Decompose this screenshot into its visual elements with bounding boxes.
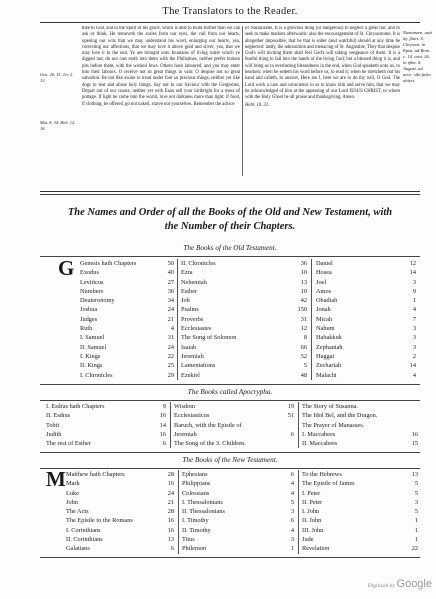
new-testament-rule (40, 468, 420, 469)
book-entry (316, 361, 416, 370)
book-name: Luke (66, 489, 79, 497)
chapter-count: 4 (412, 371, 416, 379)
book-name: II. John (302, 517, 322, 525)
book-name: Hosea (316, 269, 332, 277)
new-testament-rule-top (40, 452, 420, 453)
list-divider (177, 259, 178, 380)
chapter-count: 3 (412, 325, 416, 333)
book-name: Jeremiah (174, 430, 197, 438)
book-name: I. Peter (302, 489, 321, 497)
watermark-brand: Google (396, 578, 432, 590)
preface-citation: Hebr. 10. 31. (245, 102, 270, 108)
book-name: Judges (80, 315, 98, 323)
chapter-count: 34 (167, 297, 174, 305)
book-name: Tobit (46, 421, 60, 429)
book-name: Judith (46, 430, 62, 438)
book-name: Joshua (80, 306, 98, 314)
book-name: Colossians (182, 489, 210, 497)
book-name: Titus (182, 536, 195, 544)
new-testament-rule-bottom (40, 557, 420, 558)
book-name: Wisdom (174, 403, 196, 410)
chapter-count: 24 (167, 306, 174, 314)
book-name: Isaiah (181, 343, 197, 351)
book-entry (181, 305, 307, 314)
book-entry (66, 544, 174, 553)
chapter-count: 16 (167, 526, 174, 534)
book-entry (302, 535, 418, 544)
book-name: Ezra (181, 269, 193, 277)
book-name: Jude (302, 536, 314, 544)
book-entry (66, 507, 174, 516)
chapter-count: 27 (167, 278, 174, 286)
chapter-count: 6 (162, 440, 166, 448)
preface-right-text: of Nazianzene, It is a grievous thing (or dangerous) to neglect a great fair, and to seek to make markets afterwards: also the encouragement of St. Chrysostome, It is altogether impossible, that he that is sober (and watchful) should at any time be neglected: lastly, the admonition and menacing of St. Augustine, They that despise God's will inviting them shall feel God's will taking vengeance of them. It is a fearful thing to fall into the hands of the living God; but a blessed thing it is, and will bring us to everlasting blessedness in the end, when God speaketh unto us, to hearken; when he setteth his word before us, to read it; when he stretcheth out his hand and calleth, to answer, Here am I, here we are to do thy will, O God. The Lord work a care and conscience in us to know him and serve him, that we may be acknowledged of him at the appearing of our Lord JESUS CHRIST, to whom with the Holy Ghost be all praise and thanksgiving. Amen. (245, 26, 400, 101)
book-name: II. Esdras (46, 412, 71, 420)
chapter-count: 51 (287, 412, 294, 420)
book-name: I. Chronicles (80, 371, 113, 379)
header-rule (40, 22, 420, 23)
book-entry (182, 470, 294, 479)
book-name: Job (181, 297, 190, 305)
book-name: Revelation (302, 545, 330, 553)
drop-cap-m: M (46, 467, 66, 491)
book-name: II. Corinthians (66, 536, 103, 544)
chapter-count: 29 (167, 371, 174, 379)
book-entry (80, 268, 174, 277)
chapter-count: 8 (303, 334, 307, 342)
book-entry (181, 343, 307, 352)
book-entry (302, 516, 418, 525)
book-entry (66, 498, 174, 507)
apocrypha-column-2 (174, 402, 294, 448)
chapter-count: 28 (167, 471, 174, 478)
book-entry (182, 535, 294, 544)
chapter-count: 3 (412, 334, 416, 342)
chapter-count: 3 (290, 508, 294, 516)
book-entry (182, 479, 294, 488)
book-entry (302, 421, 418, 430)
list-divider (298, 470, 299, 554)
chapter-count: 19 (287, 403, 294, 410)
book-entry (80, 296, 174, 305)
chapter-count: 22 (411, 545, 418, 553)
book-entry (46, 411, 166, 420)
chapter-count: 21 (167, 315, 174, 323)
book-name: The Song of Solomon (181, 334, 237, 342)
chapter-count: 66 (300, 343, 307, 351)
book-entry (181, 352, 307, 361)
book-entry (181, 278, 307, 287)
book-name: Haggai (316, 352, 335, 360)
book-name: Philemon (182, 545, 207, 553)
book-name: I. Timothy (182, 517, 209, 525)
book-name: Deuteronomy (80, 297, 115, 305)
book-name: Ezekiel (181, 371, 200, 379)
book-entry (302, 489, 418, 498)
book-entry (66, 470, 174, 479)
chapter-count: 16 (167, 480, 174, 488)
chapter-count: 31 (300, 315, 307, 323)
book-name: Lamentations (181, 362, 216, 370)
chapter-count: 6 (290, 471, 294, 478)
book-name: Amos (316, 287, 332, 295)
book-entry (316, 268, 416, 277)
book-name: Micah (316, 315, 333, 323)
book-entry (80, 324, 174, 333)
chapter-count: 1 (412, 297, 416, 305)
book-entry (316, 259, 416, 268)
old-testament-heading: The Books of the Old Testament. (183, 244, 277, 252)
chapter-count: 6 (290, 517, 294, 525)
chapter-count (409, 421, 418, 430)
book-name: John (66, 498, 78, 506)
book-entry (316, 371, 416, 380)
chapter-count: 1 (414, 536, 418, 544)
chapter-count: 16 (167, 517, 174, 525)
book-entry (302, 470, 418, 479)
book-entry (302, 430, 418, 439)
book-name: Psalms (181, 306, 199, 314)
book-name: Ephesians (182, 471, 208, 478)
book-name: Jeremiah (181, 352, 204, 360)
book-name: The Acts (66, 508, 89, 516)
chapter-count: 21 (167, 498, 174, 506)
book-entry (174, 411, 294, 420)
chapter-count: 6 (290, 430, 294, 438)
book-entry (174, 402, 294, 411)
book-entry (302, 498, 418, 507)
book-entry (302, 544, 418, 553)
book-entry (181, 259, 307, 268)
list-divider (170, 402, 171, 448)
book-entry (316, 315, 416, 324)
chapter-count: 3 (412, 343, 416, 351)
book-name: Exodus (80, 269, 99, 277)
chapter-count: 24 (167, 343, 174, 351)
old-testament-column-2 (181, 259, 307, 380)
old-testament-rule (40, 256, 420, 257)
book-name: Esther (181, 287, 198, 295)
apocrypha-heading: The Books called Apocrypha. (187, 388, 273, 396)
chapter-count: 15 (411, 440, 418, 448)
chapter-count: 4 (290, 480, 294, 488)
chapter-count: 16 (159, 430, 166, 438)
chapter-count: 4 (412, 306, 416, 314)
book-entry (316, 305, 416, 314)
chapter-count: 13 (167, 536, 174, 544)
book-name: Baruch, with the Epistle of (174, 421, 242, 429)
chapter-count: 22 (167, 352, 174, 360)
apocrypha-rule (40, 400, 420, 401)
book-name: I. Samuel (80, 334, 105, 342)
chapter-count: 50 (167, 260, 174, 267)
book-entry (80, 315, 174, 324)
book-name: Matthew hath Chapters (66, 471, 125, 478)
book-name: Leviticus (80, 278, 104, 286)
column-divider (242, 26, 243, 176)
book-name: The Epistle to the Romans (66, 517, 133, 525)
book-name: Joel (316, 278, 327, 286)
new-testament-column-3 (302, 470, 418, 554)
chapter-count: 7 (412, 315, 416, 323)
book-name: II. Samuel (80, 343, 107, 351)
book-entry (182, 544, 294, 553)
book-name: Genesis hath Chapters (80, 260, 137, 267)
book-name: Ecclesiastes (181, 325, 212, 333)
book-entry (181, 315, 307, 324)
book-entry (316, 352, 416, 361)
book-name: Malachi (316, 371, 337, 379)
book-name: Zechariah (316, 362, 342, 370)
chapter-count: 5 (414, 480, 418, 488)
book-entry (302, 411, 418, 420)
chapter-count: 48 (300, 371, 307, 379)
preface-column-right (245, 26, 400, 186)
book-name: I. Esdras hath Chapters (46, 403, 105, 410)
book-entry (80, 343, 174, 352)
book-name: II. Thessalonians (182, 508, 225, 516)
new-testament-heading: The Books of the New Testament. (182, 456, 278, 464)
book-name: The Song of the 3. Children. (174, 440, 246, 448)
book-name: Habakkuk (316, 334, 342, 342)
book-name: II. Chronicles (181, 260, 216, 267)
new-testament-column-2 (182, 470, 294, 554)
book-entry (316, 343, 416, 352)
book-name: Daniel (316, 260, 333, 267)
chapter-count: 13 (411, 471, 418, 478)
book-entry (181, 333, 307, 342)
book-entry (80, 259, 174, 268)
book-entry (182, 489, 294, 498)
section-rule-top (40, 191, 420, 192)
book-entry (181, 296, 307, 305)
books-list-title: The Names and Order of all the Books of the Old and New Testament, with the Number of their Chapters. (67, 207, 393, 232)
chapter-count (409, 411, 418, 420)
chapter-count: 10 (300, 269, 307, 277)
book-name: Ecclesiasticus (174, 412, 210, 420)
book-entry (80, 371, 174, 380)
book-entry (46, 402, 166, 411)
book-name: I. Kings (80, 352, 101, 360)
chapter-count: 4 (170, 325, 174, 333)
chapter-count: 24 (167, 489, 174, 497)
book-name: II. Timothy (182, 526, 211, 534)
book-entry (316, 333, 416, 342)
book-name: Zephaniah (316, 343, 343, 351)
book-name: Galatians (66, 545, 90, 553)
drop-cap-g: G (58, 256, 75, 280)
preface-column-left: thee to God, and to the Spirit of his grace, which is able to build further than we can ask or think. He removeth the scales from our eyes, the vail from our hearts, opening our wits that we may understand his word, enlarging our hearts, yea, correcting our affections, that we may love it above gold and silver, yea, that we may love it to the end. Ye are brought unto fountains of living water which ye digged not; do not cast earth into them with the Philistines, neither prefer broken pits before them, with the wicked Jews. Others have laboured, and you may enter into their labours. O receive not so great things in vain: O despise not so great salvation. Be not like swine to tread under foot so precious things, neither yet like dogs to tear and abuse holy things. Say not to our Saviour with the Gergesites, Depart out of our coasts; neither yet with Esau sell your birthright for a mess of pottage. If light be come into the world, love not darkness more than light: if food, if clothing, be offered, go not naked, starve not yourselves. Remember the advice (82, 26, 240, 107)
book-entry (80, 361, 174, 370)
chapter-count: 13 (300, 278, 307, 286)
book-name: The rest of Esther (46, 440, 91, 448)
book-entry (181, 361, 307, 370)
chapter-count: 14 (409, 362, 416, 370)
book-entry (316, 324, 416, 333)
old-testament-column-3 (316, 259, 416, 380)
list-divider (311, 259, 312, 380)
book-entry (66, 516, 174, 525)
chapter-count: 16 (159, 412, 166, 420)
book-name: Jonah (316, 306, 331, 314)
book-name: I. Corinthians (66, 526, 101, 534)
book-name: To the Hebrews (302, 471, 342, 478)
chapter-count: 150 (297, 306, 307, 314)
chapter-count: 31 (167, 334, 174, 342)
book-name: Obadiah (316, 297, 338, 305)
chapter-count: 4 (290, 526, 294, 534)
book-name: I. John (302, 508, 320, 516)
book-name: The Story of Susanna. (302, 403, 358, 410)
chapter-count: 10 (300, 287, 307, 295)
new-testament-column-1 (66, 470, 174, 554)
book-name: Philippians (182, 480, 211, 488)
chapter-count: 9 (412, 287, 416, 295)
chapter-count: 52 (300, 352, 307, 360)
chapter-count: 1 (414, 517, 418, 525)
apocrypha-column-3 (302, 402, 418, 448)
book-entry (66, 535, 174, 544)
book-entry (174, 430, 294, 439)
running-header: The Translators to the Reader. (162, 6, 298, 17)
book-entry (316, 296, 416, 305)
chapter-count: 2 (412, 352, 416, 360)
chapter-count: 40 (167, 269, 174, 277)
book-entry (302, 507, 418, 516)
book-entry (302, 402, 418, 411)
chapter-count: 5 (290, 498, 294, 506)
book-entry (181, 371, 307, 380)
list-divider (178, 470, 179, 554)
chapter-count: 5 (303, 362, 307, 370)
chapter-count (285, 439, 294, 448)
chapter-count: 5 (414, 508, 418, 516)
chapter-count: 12 (300, 325, 307, 333)
chapter-count: 36 (300, 260, 307, 267)
book-name: Nehemiah (181, 278, 207, 286)
book-entry (182, 507, 294, 516)
book-entry (80, 352, 174, 361)
margin-note-right: Nazianzen. περὶ ἁγ. βάπτ. S. Chrysost. in Epist. ad Rom. c. 14. orat. 26. in ἡθικ. S. August. ad artic. sibi falso obiect. (403, 30, 433, 83)
chapter-count: 14 (159, 421, 166, 429)
book-name: The Epistle of James (302, 480, 355, 488)
book-entry (181, 324, 307, 333)
chapter-count: 12 (409, 260, 416, 267)
book-entry (302, 439, 418, 448)
apocrypha-rule-top (40, 384, 420, 385)
book-name: II. Peter (302, 498, 323, 506)
chapter-count: 1 (290, 545, 294, 553)
margin-note-left-1: Gen. 26. 15. Jer. 2. 13. (40, 72, 74, 83)
book-entry (174, 421, 294, 430)
chapter-count: 5 (414, 489, 418, 497)
chapter-count: 36 (167, 287, 174, 295)
book-entry (46, 430, 166, 439)
chapter-count: 3 (290, 536, 294, 544)
book-entry (46, 421, 166, 430)
section-rule-top-inner (40, 194, 420, 195)
book-entry (316, 287, 416, 296)
book-name: I. Maccabees (302, 430, 336, 438)
chapter-count: 3 (412, 278, 416, 286)
book-name: III. John (302, 526, 324, 534)
book-entry (174, 439, 294, 448)
book-entry (316, 278, 416, 287)
book-entry (66, 479, 174, 488)
book-name: The Prayer of Manasses. (302, 421, 365, 429)
book-entry (302, 479, 418, 488)
chapter-count: 16 (411, 430, 418, 438)
old-testament-column-1 (80, 259, 174, 380)
book-name: Proverbs (181, 315, 204, 323)
book-name: Nahum (316, 325, 335, 333)
chapter-count: 9 (162, 403, 166, 410)
book-entry (80, 305, 174, 314)
book-entry (181, 287, 307, 296)
chapter-count: 42 (300, 297, 307, 305)
chapter-count (285, 421, 294, 430)
book-entry (182, 526, 294, 535)
chapter-count: 25 (167, 362, 174, 370)
book-name: Mark (66, 480, 80, 488)
margin-note-left-2: Mat. 8. 34. Heb. 12. 16. (40, 120, 76, 131)
chapter-count: 3 (414, 498, 418, 506)
book-name: The Idol Bel, and the Dragon. (302, 412, 378, 420)
chapter-count: 28 (167, 508, 174, 516)
chapter-count (409, 402, 418, 411)
apocrypha-column-1 (46, 402, 166, 448)
book-entry (80, 278, 174, 287)
book-entry (182, 498, 294, 507)
chapter-count: 1 (414, 526, 418, 534)
book-entry (66, 489, 174, 498)
book-entry (80, 287, 174, 296)
book-name: II. Kings (80, 362, 103, 370)
watermark-prefix: Digitized by (367, 583, 396, 589)
chapter-count: 4 (290, 489, 294, 497)
chapter-count: 14 (409, 269, 416, 277)
book-entry (181, 268, 307, 277)
book-entry (80, 333, 174, 342)
digitization-watermark (292, 578, 432, 590)
book-name: Numbers (80, 287, 104, 295)
chapter-count: 6 (170, 545, 174, 553)
book-entry (66, 526, 174, 535)
book-name: I. Thessalonians (182, 498, 223, 506)
list-divider (298, 402, 299, 448)
book-entry (46, 439, 166, 448)
book-entry (182, 516, 294, 525)
book-name: II. Maccabees (302, 440, 338, 448)
book-entry (302, 526, 418, 535)
book-name: Ruth (80, 325, 93, 333)
